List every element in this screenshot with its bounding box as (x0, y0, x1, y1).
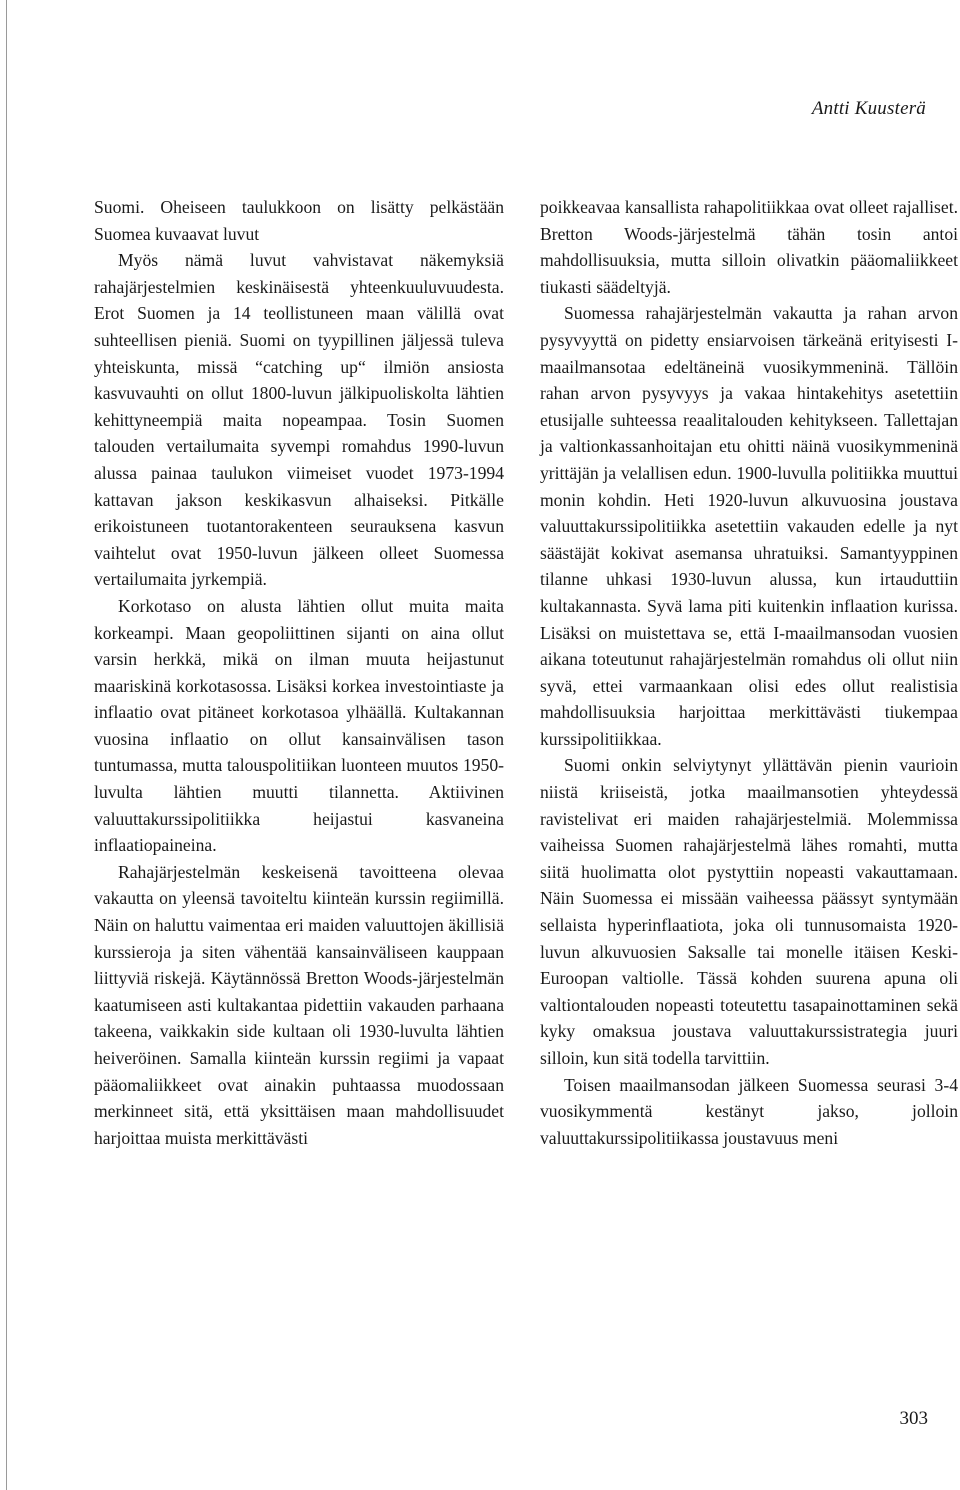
paragraph: Korkotaso on alusta lähtien ollut muita maita korkeampi. Maan geopoliittinen sijanti on aina ollut varsin herkkä, mikä on ilman muuta heijastunut maariskinä korkotasossa. Lisäksi korkea investointiaste ja inflaatio ovat pitäneet korkotasoa ylhäällä. Kultakannan vuosina inflaatio on ollut kansainvälisen tason tuntumassa, mutta talouspolitiikan luonteen muutos 1950-luvulta lähtien muutti tilannetta. Aktiivinen valuuttakurssipolitiikka heijastui kasvaneina inflaatiopaineina. (94, 595, 504, 856)
paragraph: poikkeavaa kansallista rahapolitiikkaa ovat olleet rajalliset. Bretton Woods-järjestelmä tähän tosin antoi mahdollisuuksia, mutta silloin olivatkin pääomaliikkeet tiukasti säädeltyjä. (540, 197, 958, 297)
right-column (540, 194, 958, 1151)
page-number: 303 (899, 1408, 928, 1429)
scan-edge-line (6, 0, 7, 1490)
left-column (94, 194, 504, 1151)
paragraph: Myös nämä luvut vahvistavat näkemyksiä rahajärjestelmien keskinäisestä yhteenkuuluvuudesta. Erot Suomen ja 14 teollistuneen maan välillä ovat suhteellisen pieniä. Suomi on tyypillinen jäljessä tuleva yhteiskunta, missä “catching up“ ilmiön ansiosta kasvuvauhti on ollut 1800-luvun jälkipuoliskolta lähtien kehittyneempiä maita nopeampaa. Tosin Suomen talouden vertailumaita syvempi romahdus 1990-luvun alussa painaa taulukon viimeiset vuodet 1973-1994 kattavan jakson keskikasvun alhaiseksi. Pitkälle erikoistuneen tuotantorakenteen seurauksena kasvun vaihtelut ovat 1950-luvun jälkeen olleet Suomessa vertailumaita jyrkempiä. (94, 250, 504, 590)
paragraph: Suomi onkin selviytynyt yllättävän pienin vaurioin niistä kriiseistä, jotka maailmansotien yhteydessä ravistelivat eri maiden rahajärjestelmiä. Molemmissa vaiheissa Suomen rahajärjestelmä lähes romahti, mutta siitä huolimatta olot pystyttiin nopeasti vakauttamaan. Näin Suomessa ei missään vaiheessa päässyt syntymään sellaista hyperinflaatiota, joka oli tunnusomaista 1920-luvun alkuvuosien Saksalle tai monelle itäisen Keski-Euroopan valtiolle. Tässä kohden suurena apuna oli valtiontalouden nopeasti toteutettu tasapainottaminen sekä kyky omaksua joustava valuuttakurssistrategia juuri silloin, kun sitä todella tarvittiin. (540, 755, 958, 1068)
paragraph: Suomessa rahajärjestelmän vakautta ja rahan arvon pysyvyyttä on pidetty ensiarvoisen tärkeänä erityisesti I-maailmansotaa edeltäneinä vuosikymmeninä. Tällöin rahan arvon pysyvyys ja vakaa hintakehitys asetettiin etusijalle suhteessa reaalitalouden kehitykseen. Tallettajan ja valtionkassanhoitajan etu ohitti näinä vuosikymmeninä yrittäjän ja velallisen edun. 1900-luvulla politiikka muuttui monin kohdin. Heti 1920-luvun alkuvuosina joustava valuuttakurssipolitiikka asetettiin vakauden edelle ja nyt säästäjät kokivat asemansa uhratuiksi. Samantyyppinen tilanne uhkasi 1930-luvun alussa, kun irtauduttiin kultakannasta. Syvä lama piti kuitenkin inflaation kurissa. Lisäksi on muistettava se, että I-maailmansodan vuosien aikana toteutunut rahajärjestelmän romahdus oli ollut niin syvä, ettei varmaankaan olisi edes ollut realistisia mahdollisuuksia harjoittaa merkittävästi tiukempaa kurssipolitiikkaa. (540, 303, 958, 749)
running-header-author: Antti Kuusterä (811, 98, 926, 119)
paragraph: Rahajärjestelmän keskeisenä tavoitteena olevaa vakautta on yleensä tavoiteltu kiinteän kurssin regiimillä. Näin on haluttu vaimentaa eri maiden valuuttojen äkillisiä kurssieroja ja siten vähentää kansainväliseen kauppaan liittyviä riskejä. Käytännössä Bretton Woods-järjestelmän kaatumiseen asti kultakantaa pidettiin vakauden parhaana takeena, vaikkakin side kultaan oli 1930-luvulta lähtien heiveröinen. Samalla kiinteän kurssin regiimi ja vapaat pääomaliikkeet ovat ainakin puhtaassa muodossaan merkinneet sitä, että yksittäisen maan mahdollisuudet harjoittaa muista merkittävästi (94, 861, 504, 1148)
paragraph: Toisen maailmansodan jälkeen Suomessa seurasi 3-4 vuosikymmentä kestänyt jakso, jolloin valuuttakurssipolitiikassa joustavuus meni (540, 1074, 958, 1148)
paragraph: Suomi. Oheiseen taulukkoon on lisätty pelkästään Suomea kuvaavat luvut (94, 197, 504, 244)
